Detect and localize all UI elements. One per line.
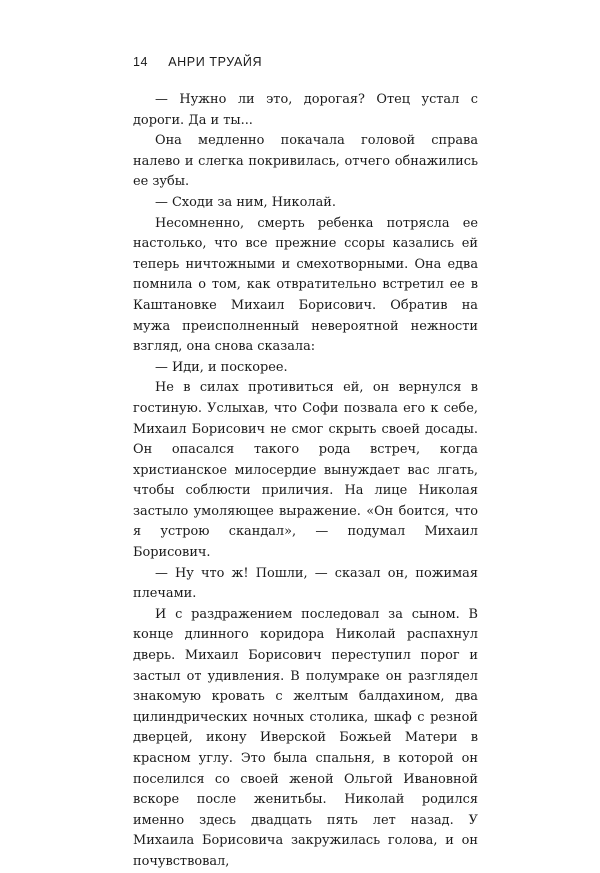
paragraph: — Ну что ж! Пошли, — сказал он, пожимая плечами. <box>133 565 478 602</box>
paragraph: Несомненно, смерть ребенка потрясла ее настолько, что все прежние ссоры казались ей теперь ничтожными и смехотворными. Она едва помнила о том, как отвратительно встретил ее в Каштановке Михаил Борисович. Обратив на мужа преисполненный невероятной нежности взгляд, она снова сказала: <box>133 215 478 355</box>
paragraph: Не в силах противиться ей, он вернулся в гостиную. Услыхав, что Софи позвала его к себе, Михаил Борисович не смог скрыть своей досады. Он опасался такого рода встреч, когда христианское милосердие вынуждает вас лгать, чтобы соблюсти приличия. На лице Николая застыло умоляющее выражение. «Он боится, что я устрою скандал», — подумал Михаил Борисович. <box>133 380 478 561</box>
page-number: 14 <box>133 55 149 69</box>
paragraph: — Нужно ли это, дорогая? Отец устал с дороги. Да и ты... <box>133 92 478 128</box>
paragraph: И с раздражением последовал за сыном. В конце длинного коридора Николай распахнул дверь. Михаил Борисович переступил порог и застыл от удивления. В полумраке он разглядел знакомую кровать с желтым балдахином, два цилиндрических ночных столика, шкаф с резной дверцей, икону Иверской Божьей Матери в красном углу. Это была спальня, в которой он поселился со своей женой Ольгой Ивановной вскоре после женитьбы. Николай родился именно здесь двадцать пять лет назад. У Михаила Борисовича закружилась голова, и он почувствовал, <box>133 606 478 869</box>
author-name: АНРИ ТРУАЙЯ <box>168 55 263 69</box>
paragraph: — Сходи за ним, Николай. <box>155 194 336 210</box>
body-text <box>133 90 478 873</box>
running-head <box>133 55 262 69</box>
paragraph: Она медленно покачала головой справа налево и слегка покривилась, отчего обнажились ее зубы. <box>133 133 478 190</box>
paragraph: — Иди, и поскорее. <box>155 359 288 375</box>
